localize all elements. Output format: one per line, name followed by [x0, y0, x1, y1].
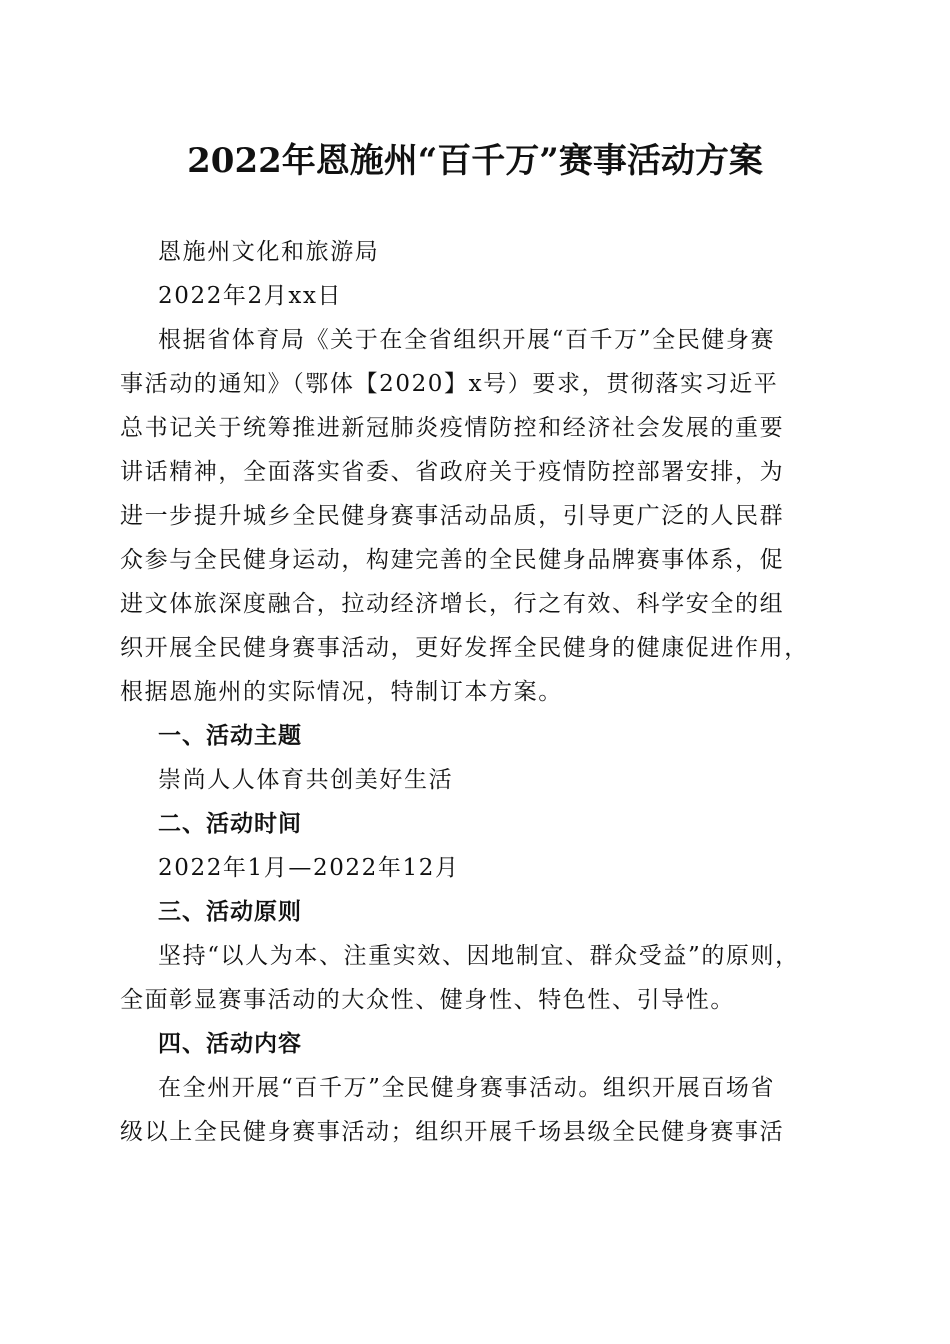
paragraph-line: 总书记关于统筹推进新冠肺炎疫情防控和经济社会发展的重要 [120, 415, 785, 441]
paragraph-line: 讲话精神，全面落实省委、省政府关于疫情防控部署安排，为 [120, 459, 785, 485]
section-text-theme: 崇尚人人体育共创美好生活 [158, 767, 454, 793]
document-title: 2022年恩施州“百千万”赛事活动方案 [187, 141, 763, 181]
intro-paragraph [120, 318, 830, 714]
paragraph-line: 全面彰显赛事活动的大众性、健身性、特色性、引导性。 [120, 987, 735, 1013]
paragraph-line: 级以上全民健身赛事活动；组织开展千场县级全民健身赛事活 [120, 1119, 785, 1145]
date-line: 2022年2月xx日 [158, 283, 343, 309]
paragraph-line: 坚持“以人为本、注重实效、因地制宜、群众受益”的原则， [158, 943, 800, 969]
content-paragraph [120, 1066, 830, 1154]
section-heading-time: 二、活动时间 [158, 811, 302, 837]
issuer-line: 恩施州文化和旅游局 [158, 239, 380, 265]
paragraph-line: 织开展全民健身赛事活动，更好发挥全民健身的健康促进作用， [120, 635, 809, 661]
paragraph-line: 在全州开展“百千万”全民健身赛事活动。组织开展百场省 [158, 1075, 776, 1101]
paragraph-line: 根据恩施州的实际情况，特制订本方案。 [120, 679, 563, 705]
paragraph-line: 根据省体育局《关于在全省组织开展“百千万”全民健身赛 [158, 327, 776, 353]
paragraph-line: 进一步提升城乡全民健身赛事活动品质，引导更广泛的人民群 [120, 503, 785, 529]
section-text-time: 2022年1月—2022年12月 [158, 855, 460, 881]
section-heading-principle: 三、活动原则 [158, 899, 302, 925]
paragraph-line: 众参与全民健身运动，构建完善的全民健身品牌赛事体系，促 [120, 547, 785, 573]
paragraph-line: 事活动的通知》（鄂体【2020】x号）要求，贯彻落实习近平 [120, 371, 779, 397]
section-heading-content: 四、活动内容 [158, 1031, 302, 1057]
paragraph-line: 进文体旅深度融合，拉动经济增长，行之有效、科学安全的组 [120, 591, 785, 617]
principle-paragraph [120, 934, 830, 1022]
section-heading-theme: 一、活动主题 [158, 723, 302, 749]
document-body [120, 230, 830, 1154]
